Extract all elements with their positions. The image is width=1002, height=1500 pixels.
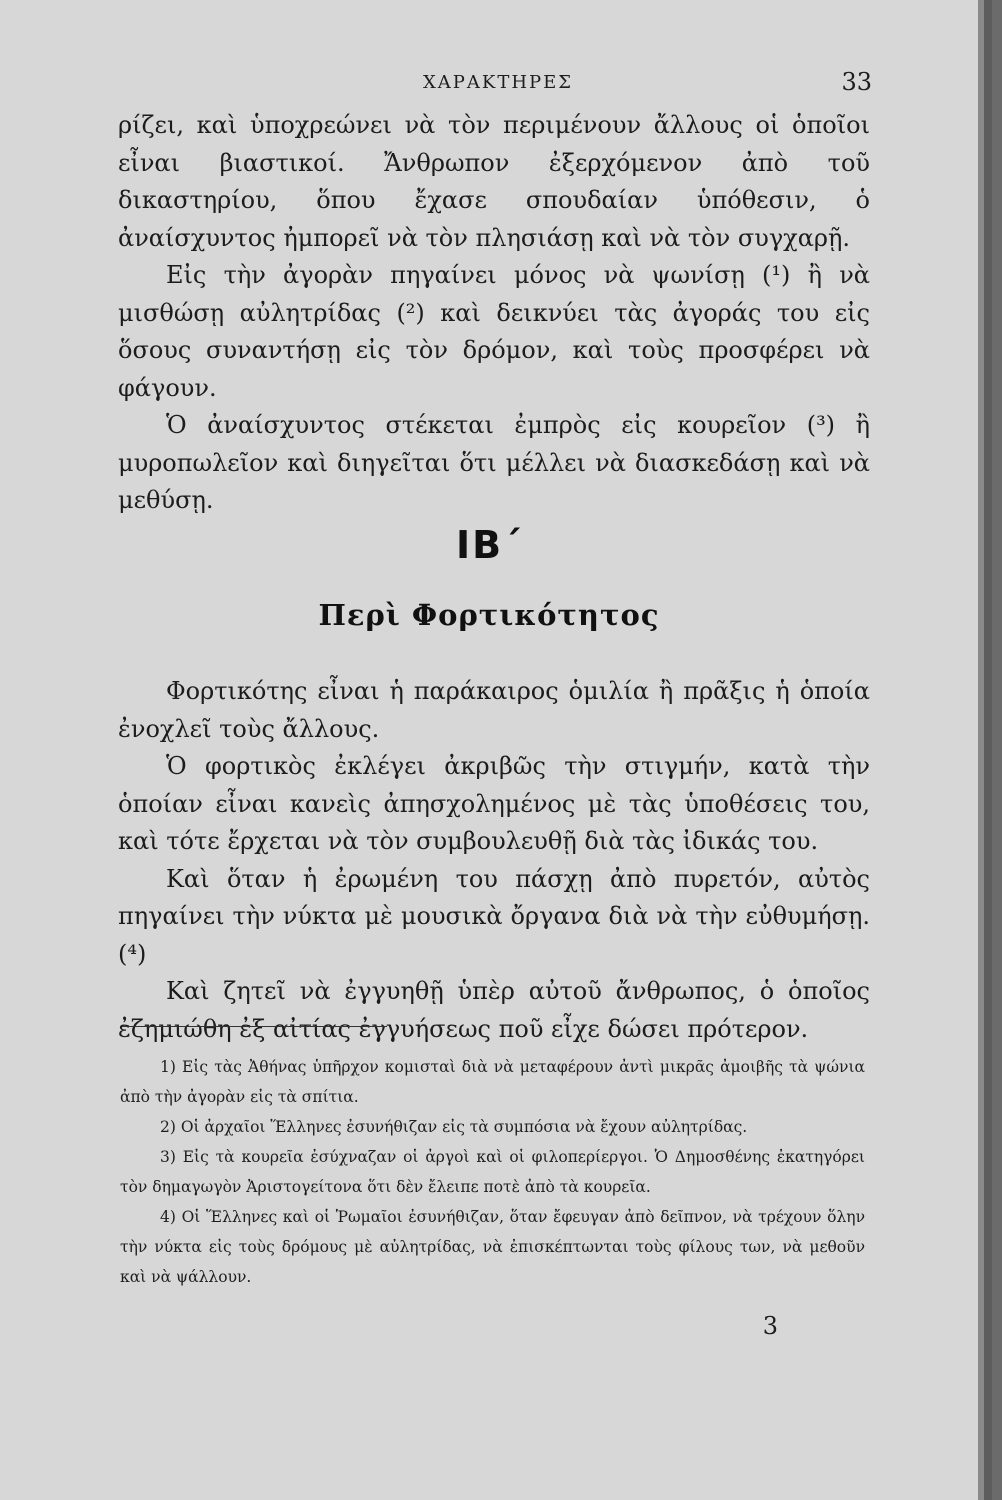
running-head bbox=[118, 62, 878, 102]
running-title: ΧΑΡΑΚΤΗΡΕΣ bbox=[422, 72, 574, 93]
paragraph: Εἰς τὴν ἀγορὰν πηγαίνει μόνος νὰ ψωνίσῃ (¹) ἢ νὰ μισθώσῃ αὐλητρίδας (²) καὶ δεικνύει τὰς ἀγοράς του εἰς ὅσους συναντήσῃ εἰς τὸν δρόμον, καὶ τοὺς προσφέρει νὰ φάγουν. bbox=[118, 261, 870, 402]
paragraph: Καὶ ὅταν ἡ ἐρωμένη του πάσχῃ ἀπὸ πυρετόν, αὐτὸς πηγαίνει τὴν νύκτα μὲ μουσικὰ ὄργανα διὰ νὰ τὴν εὐθυμήσῃ. (⁴) bbox=[118, 864, 870, 968]
footnote-item: 1) Εἰς τὰς Ἀθήνας ὑπῆρχον κομισταὶ διὰ νὰ μεταφέρουν ἀντὶ μικρᾶς ἀμοιβῆς τὰ ψώνια ἀπὸ τὴν ἀγορὰν εἰς τὰ σπίτια. bbox=[120, 1058, 865, 1106]
footnote-divider bbox=[122, 1026, 387, 1027]
footnote-item: 3) Εἰς τὰ κουρεῖα ἐσύχναζαν οἱ ἀργοὶ καὶ οἱ φιλοπερίεργοι. Ὁ Δημοσθένης ἐκατηγόρει τὸν δημαγωγὸν Ἀριστογείτονα ὅτι δὲν ἔλειπε ποτὲ ἀπὸ τὰ κουρεῖα. bbox=[120, 1148, 865, 1196]
chapter-number: ΙΒ΄ bbox=[456, 523, 522, 567]
signature-mark: 3 bbox=[762, 1312, 778, 1340]
paragraph: Ὁ φορτικὸς ἐκλέγει ἀκριβῶς τὴν στιγμήν, κατὰ τὴν ὁποίαν εἶναι κανεὶς ἀπησχολημένος μὲ τὰς ὑποθέσεις του, καὶ τότε ἔρχεται νὰ τὸν συμβουλευθῇ διὰ τὰς ἰδικάς του. bbox=[118, 752, 870, 855]
paragraph: Ὁ ἀναίσχυντος στέκεται ἐμπρὸς εἰς κουρεῖον (³) ἢ μυροπωλεῖον καὶ διηγεῖται ὅτι μέλλει νὰ διασκεδάσῃ καὶ νὰ μεθύσῃ. bbox=[118, 411, 870, 514]
footnote-item: 2) Οἱ ἀρχαῖοι Ἕλληνες ἐσυνήθιζαν εἰς τὰ συμπόσια νὰ ἔχουν αὐλητρίδας. bbox=[160, 1118, 748, 1136]
paragraph: Φορτικότης εἶναι ἡ παράκαιρος ὁμιλία ἢ πρᾶξις ἡ ὁποία ἐνοχλεῖ τοὺς ἄλλους. bbox=[118, 677, 870, 743]
paragraph-continued: ρίζει, καὶ ὑποχρεώνει νὰ τὸν περιμένουν ἄλλους οἱ ὁποῖοι εἶναι βιαστικοί. Ἄνθρωπον ἐξερχόμενον ἀπὸ τοῦ δικαστηρίου, ὅπου ἔχασε σπουδαίαν ὑπόθεσιν, ὁ ἀναίσχυντος ἠμπορεῖ νὰ τὸν πλησιάσῃ καὶ νὰ τὸν συγχαρῇ. bbox=[118, 111, 870, 252]
chapter-title: Περὶ Φορτικότητος bbox=[318, 598, 660, 632]
section-one-text bbox=[118, 107, 870, 520]
section-two-text bbox=[118, 673, 870, 1048]
page-number: 33 bbox=[841, 68, 872, 96]
footnotes bbox=[120, 1052, 865, 1292]
paragraph: Καὶ ζητεῖ νὰ ἐγγυηθῇ ὑπὲρ αὐτοῦ ἄνθρωπος, ὁ ὁποῖος ἐζημιώθη ἐξ αἰτίας ἐγγυήσεως ποῦ εἶχε δώσει πρότερον. bbox=[118, 977, 870, 1043]
footnote-item: 4) Οἱ Ἕλληνες καὶ οἱ Ῥωμαῖοι ἐσυνήθιζαν, ὅταν ἔφευγαν ἀπὸ δεῖπνον, νὰ τρέχουν ὅλην τὴν νύκτα εἰς τοὺς δρόμους μὲ αὐλητρίδας, νὰ ἐπισκέπτωνται τοὺς φίλους των, νὰ μεθοῦν καὶ νὰ ψάλλουν. bbox=[120, 1208, 865, 1286]
